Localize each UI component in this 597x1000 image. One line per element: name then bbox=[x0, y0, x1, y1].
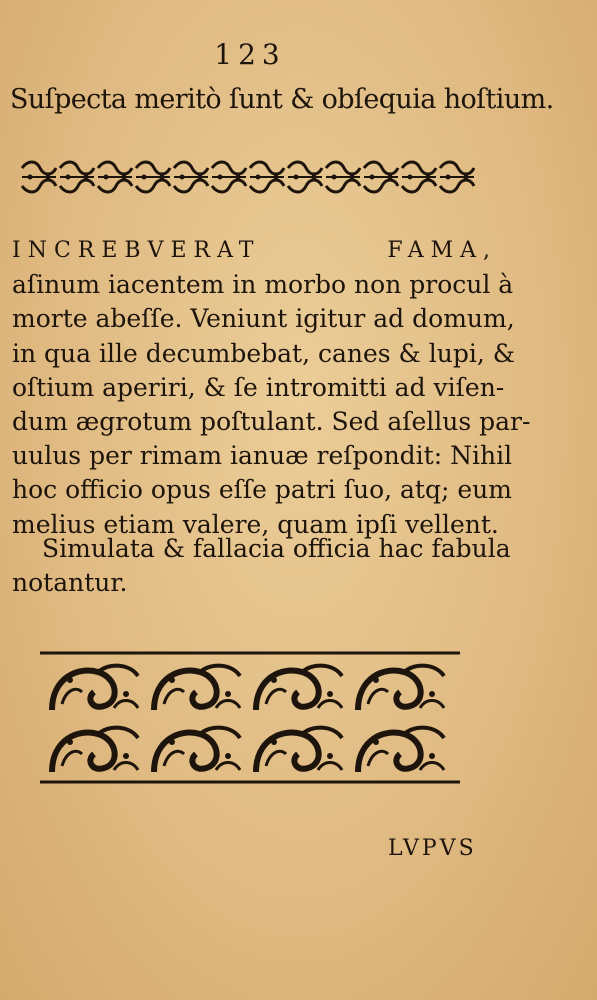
running-head: Suſpecta meritò ſunt & obſequia hoſtium. bbox=[10, 84, 554, 115]
fable-line: hoc officio opus eſſe patri ſuo, atq; eum bbox=[12, 475, 512, 505]
fable-line: uulus per rimam ianuæ reſpondit: Nihil bbox=[12, 441, 513, 471]
ornamental-border-top bbox=[20, 158, 475, 196]
fable-incipit: INCREBVERAT FAMA, bbox=[12, 238, 497, 263]
fable-text bbox=[12, 232, 531, 542]
ornamental-border-bottom bbox=[40, 650, 460, 785]
fable-line: dum ægrotum poſtulant. Sed aſellus par- bbox=[12, 407, 531, 437]
moral-line: notantur. bbox=[12, 568, 128, 598]
fable-line: aſinum iacentem in morbo non procul à bbox=[12, 270, 514, 300]
fable-line: melius etiam valere, quam ipſi vellent. bbox=[12, 509, 499, 539]
catchword: LVPVS bbox=[388, 836, 477, 861]
moral-line: Simulata & fallacia officia hac fabula bbox=[42, 534, 511, 563]
moral-text bbox=[12, 532, 511, 600]
page-number: 123 bbox=[214, 38, 286, 71]
fable-line: oſtium aperiri, & ſe intromitti ad viſen- bbox=[12, 372, 505, 402]
fable-line: in qua ille decumbebat, canes & lupi, & bbox=[12, 338, 516, 368]
fable-line: morte abeſſe. Veniunt igitur ad domum, bbox=[12, 304, 515, 334]
